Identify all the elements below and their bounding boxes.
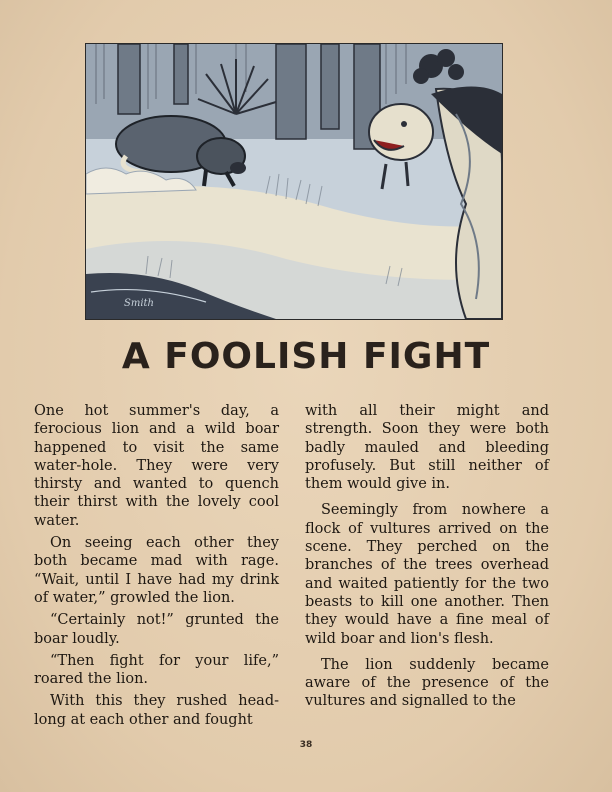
right-column (305, 402, 549, 715)
paragraph: “Then fight for your life,” roared the lion. (34, 652, 279, 688)
paragraph: “Certainly not!” grunted the boar loudly. (34, 612, 279, 647)
page-number: 38 (299, 740, 313, 750)
story-title: A FOOLISH FIGHT (121, 336, 491, 377)
artist-signature: Smith (124, 298, 154, 309)
paragraph: One hot summer's day, a ferocious lion and a wild boar happened to visit the same water-hole. They were very thirsty and wanted to quench their thirst with the lovely cool water. (34, 403, 279, 529)
left-column (34, 402, 279, 733)
paragraph: with all their might and strength. Soon they were both badly mauled and bleeding profusely. But still neither of them would give in. (305, 403, 549, 493)
lion-and-boar-illustration (86, 44, 502, 319)
story-illustration (85, 43, 503, 320)
paragraph: The lion suddenly became aware of the presence of the vultures and signalled to the (305, 656, 549, 710)
paragraph: On seeing each other they both became mad with rage. “Wait, until I have had my drink of water,” growled the lion. (34, 535, 279, 606)
paragraph: With this they rushed head-long at each other and fought (34, 693, 279, 728)
paragraph: Seemingly from nowhere a flock of vultures arrived on the scene. They perched on the branches of the trees overhead and waited patiently for the two beasts to kill one another. Then they would have a fine meal of wild boar and lion's flesh. (305, 502, 549, 647)
